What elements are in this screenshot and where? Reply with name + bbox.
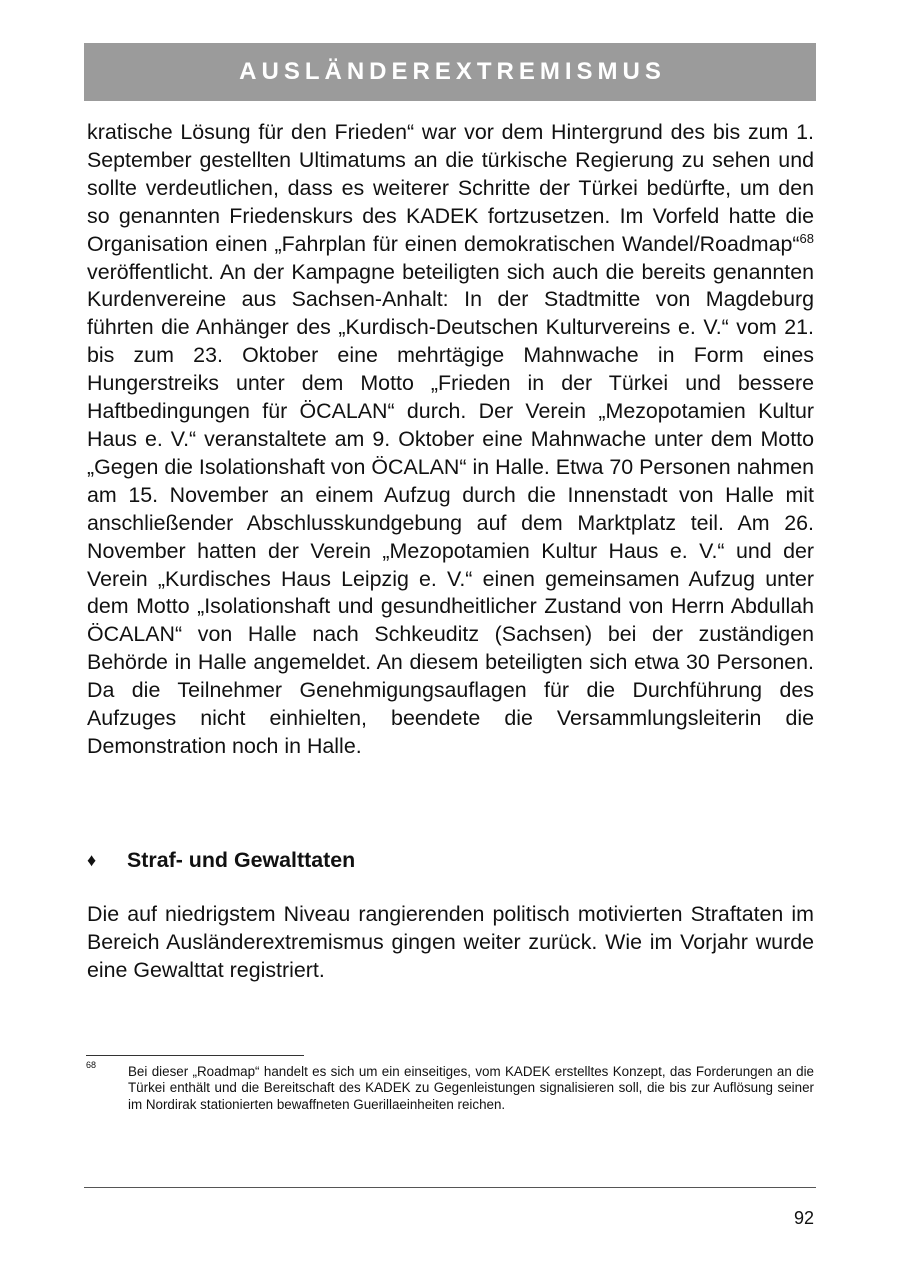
footnote-number: 68 — [86, 1060, 97, 1070]
body-paragraph: Die auf niedrigstem Niveau rangierenden politisch motivierten Straftaten im Bereich Ausländerextremismus gingen weiter zurück. Wie im Vorjahr wurde eine Gewalttat registriert. — [87, 902, 814, 982]
section-title: Straf- und Gewalttaten — [127, 847, 356, 872]
chapter-header-bar — [84, 43, 816, 101]
footer-divider — [84, 1187, 816, 1188]
page-number: 92 — [793, 1208, 814, 1228]
diamond-icon: ♦ — [87, 849, 97, 870]
chapter-title: AUSLÄNDEREXTREMISMUS — [239, 58, 666, 85]
footnote-text: Bei dieser „Roadmap“ handelt es sich um ein einseitiges, vom KADEK erstelltes Konzept, das Forderungen an die Türkei enthält und die Bereitschaft des KADEK zu Gegenleistungen signalisieren soll, die bis zur Auflösung seiner im Nordirak stationierten bewaffneten Guerillaeinheiten reichen. — [128, 1064, 814, 1112]
footnote-reference[interactable]: 68 — [799, 230, 814, 246]
paragraph-text: kratische Lösung für den Frieden“ war vor dem Hintergrund des bis zum 1. September gestellten Ultimatums an die türkische Regierung zu sehen und sollte verdeutlichen, dass es weiterer Schritte der Türkei bedürfte, um den so genannten Friedenskurs des KADEK fortzusetzen. Im Vorfeld hatte die Organisation einen „Fahrplan für einen demokratischen Wandel/Roadmap“ — [87, 120, 814, 256]
body-paragraph — [87, 119, 814, 761]
footnote — [86, 1060, 814, 1113]
paragraph-text: veröffentlicht. An der Kampagne beteiligten sich auch die bereits genannten Kurdenvereine aus Sachsen-Anhalt: In der Stadtmitte von Magdeburg führten die Anhänger des „Kurdisch-Deutschen Kulturvereins e. V.“ vom 21. bis zum 23. Oktober eine mehrtägige Mahnwache in Form eines Hungerstreiks unter dem Motto „Frieden in der Türkei und bessere Haftbedingungen für ÖCALAN“ durch. Der Verein „Mezopotamien Kultur Haus e. V.“ veranstaltete am 9. Oktober eine Mahnwache unter dem Motto „Gegen die Isolationshaft von ÖCALAN“ in Halle. Etwa 70 Personen nahmen am 15. November an einem Aufzug durch die Innenstadt von Halle mit anschließender Abschlusskundgebung auf dem Marktplatz teil. Am 26. November hatten der Verein „Mezopotamien Kultur Haus e. V.“ und der Verein „Kurdisches Haus Leipzig e. V.“ einen gemeinsamen Aufzug unter dem Motto „Isolationshaft und gesundheitlicher Zustand von Herrn Abdullah ÖCALAN“ von Halle nach Schkeuditz (Sachsen) bei der zuständigen Behörde in Halle angemeldet. An diesem beteiligten sich etwa 30 Personen. Da die Teilnehmer Genehmigungsauflagen für die Durchführung des Aufzuges nicht einhielten, beendete die Versammlungsleiterin die Demonstration noch in Halle. — [87, 259, 814, 758]
section-heading — [87, 845, 814, 875]
footnote-divider — [86, 1055, 304, 1056]
